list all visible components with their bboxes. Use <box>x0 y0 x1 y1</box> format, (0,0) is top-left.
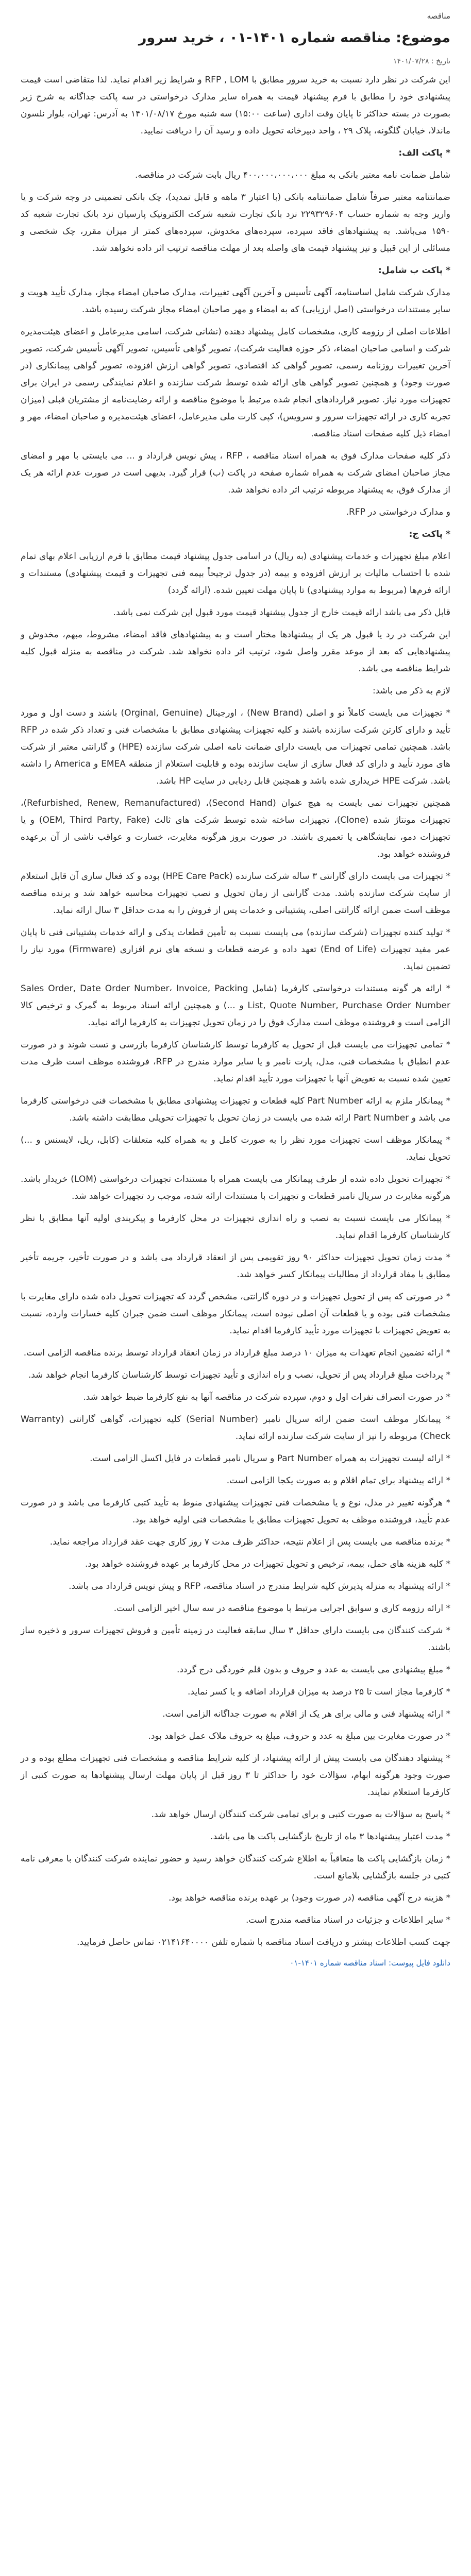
paragraph: * تجهیزات تحویل داده شده از طرف پیمانکار می بایست همراه با مستندات تجهیزات درخواستی (LOM) خریدار باشد. هرگونه مغایرت در سریال نامبر قطعات و تجهیزات با مستندات ارائه شده، موجب رد تجهیزات خواهد شد. <box>21 1174 450 1201</box>
paragraph: شامل ضمانت نامه معتبر بانکی به مبلغ ۴۰۰،۰۰۰،۰۰۰،۰۰۰ ریال بابت شرکت در مناقصه. <box>135 170 450 180</box>
paragraph: * پاسخ به سؤالات به صورت کتبی و برای تمامی شرکت کنندگان ارسال خواهد شد. <box>151 1809 450 1820</box>
paragraph: * مبلغ پیشنهادی می بایست به عدد و حروف و بدون قلم خوردگی درج گردد. <box>176 1665 450 1675</box>
paragraph: اعلام مبلغ تجهیزات و خدمات پیشنهادی (به ریال) در اسامی جدول پیشنهاد قیمت مطابق با فرم ارزیابی اعلام بهای تمام شده با احتساب مالیات بر ارزش افزوده و بیمه (در جدول ترجیحاً بیمه فنی تجهیزات و قیمت پیشنهادی) مستندات و ارائه فرم‌ها (مربوط به موارد پیشنهادی) تا پایان مهلت تعیین شده. (ارائه گردد) <box>21 551 450 596</box>
paragraph: * تمامی تجهیزات می بایست قبل از تحویل به کارفرما توسط کارشناسان کارفرما بازرسی و تست شوند و در صورت عدم انطباق با مشخصات فنی، مدل، پارت نامبر و یا سایر موارد مندرج در RFP، فروشنده موظف است ظرف مدت تعیین شده نسبت به تعویض آنها با تجهیزات مورد تأیید اقدام نماید. <box>21 1040 451 1084</box>
paragraph: * تجهیزات می بایست کاملاً نو و اصلی (New Brand) ، اورجینال (Orginal, Genuine) باشند و دست اول و مورد تأیید و دارای کارتن شرکت سازنده باشند و کلیه تجهیزات پیشنهادی مطابق با مشخصات فنی و تعداد ذکر شده در RFP باشد. همچنین تمامی تجهیزات می بایست دارای ضمانت نامه اصلی شرکت سازنده (HPE) و گارانتی معتبر از شرکت های مورد تأیید و دارای کد فعال سازی از سایت سازنده بوده و قابلیت استعلام از منطقه EMEA و America را داشته باشد. شرکت HPE خریداری شده باشد و همچنین قابل ردیابی در سایت HP باشد. <box>21 708 450 786</box>
paragraph: * ارائه لیست تجهیزات به همراه Part Number و سریال نامبر قطعات در فایل اکسل الزامی است. <box>90 1453 450 1464</box>
paragraph: * زمان بازگشایی پاکت ها متعاقباً به اطلاع شرکت کنندگان خواهد رسید و حضور نماینده شرکت کنندگان با معرفی نامه کتبی در جلسه بازگشایی بلامانع است. <box>21 1854 450 1881</box>
paragraph: * پیمانکار موظف است ضمن ارائه سریال نامبر (Serial Number) کلیه تجهیزات، گواهی گارانتی (Warranty Check) مربوطه را نیز از سایت شرکت سازنده ارائه نماید. <box>21 1414 450 1442</box>
paragraph: * مدت اعتبار پیشنهادها ۳ ماه از تاریخ بازگشایی پاکت ها می باشد. <box>210 1832 450 1842</box>
paragraph: * هرگونه تغییر در مدل، نوع و یا مشخصات فنی تجهیزات پیشنهادی منوط به تأیید کتبی کارفرما می باشد و در صورت عدم تأیید، فروشنده موظف به تحویل تجهیزات مطابق با مشخصات فنی اولیه خواهد بود. <box>21 1498 450 1525</box>
paragraph: مدارک شرکت شامل اساسنامه، آگهی تأسیس و آخرین آگهی تغییرات، مدارک صاحبان امضاء مجاز، مدارک تأیید هویت و سایر مستندات درخواستی (اصل ارزیابی) که به امضاء و مهر صاحبان امضاء مجاز شرکت رسیده باشد. <box>21 287 450 315</box>
paragraph: * کارفرما مجاز است تا ۲۵ درصد به میزان قرارداد اضافه و یا کسر نماید. <box>188 1687 450 1697</box>
paragraph: * در صورت مغایرت بین مبلغ به عدد و حروف، مبلغ به حروف ملاک عمل خواهد بود. <box>148 1731 450 1741</box>
paragraph: جهت کسب اطلاعات بیشتر و دریافت اسناد مناقصه با شماره تلفن ۰۲۱۴۱۶۴۰۰۰۰ تماس حاصل فرمایید. <box>77 1937 450 1947</box>
date-line: تاریخ : ۱۴۰۱/۰۷/۲۸ <box>393 57 450 65</box>
paragraph: * پیمانکار می بایست نسبت به نصب و راه اندازی تجهیزات در محل کارفرما و پیکربندی اولیه آنها مطابق با نظر کارشناسان کارفرما اقدام نماید. <box>21 1213 450 1241</box>
paragraph: قابل ذکر می باشد ارائه قیمت خارج از جدول پیشنهاد قیمت مورد قبول این شرکت نمی باشد. <box>113 607 450 618</box>
paragraph: * در صورت انصراف نفرات اول و دوم، سپرده شرکت در مناقصه آنها به نفع کارفرما ضبط خواهد شد. <box>83 1392 450 1402</box>
paragraph: * شرکت کنندگان می بایست دارای حداقل ۳ سال سابقه فعالیت در زمینه تأمین و فروش تجهیزات سرور و ذخیره ساز باشند. <box>21 1625 450 1653</box>
paragraph: * تجهیزات می بایست دارای گارانتی ۳ ساله شرکت سازنده (HPE Care Pack) بوده و کد فعال سازی آن قابل استعلام از سایت شرکت سازنده باشد. مدت گارانتی از زمان تحویل و نصب تجهیزات محاسبه خواهد شد و برنده مناقصه موظف است ضمن ارائه گارانتی اصلی، پشتیبانی و خدمات پس از فروش را به مدت حداقل ۳ سال ارائه نماید. <box>21 871 451 916</box>
paragraph: * پیشنهاد دهندگان می بایست پیش از ارائه پیشنهاد، از کلیه شرایط مناقصه و مشخصات فنی تجهیزات مطلع بوده و در صورت وجود هرگونه ابهام، سؤالات خود را حداکثر تا ۳ روز قبل از پایان مهلت ارسال پیشنهادها به صورت کتبی از کارفرما استعلام نمایند. <box>21 1753 450 1798</box>
paragraph: * پاکت ب شامل: <box>378 265 450 276</box>
paragraph: همچنین تجهیزات نمی بایست به هیچ عنوان (Second Hand)، (Refurbished, Renew, Remanufactured)، تجهیزات مونتاژ شده (Clone)، تجهیزات ساخته شده توسط شرکت های ثالث (OEM, Third Party, Fake) و یا تجهیزات دمو، نمایشگاهی یا تعمیری باشند. در صورت بروز هرگونه مغایرت، خسارت و عواقب ناشی از آن برعهده فروشنده خواهد بود. <box>21 798 451 859</box>
paragraph: * پاکت الف: <box>398 148 450 158</box>
paragraph: * تولید کننده تجهیزات (شرکت سازنده) می بایست نسبت به تأمین قطعات یدکی و ارائه خدمات پشتیبانی فنی تا پایان عمر مفید تجهیزات (End of Life) تعهد داده و عرضه قطعات و نسخه های نرم افزاری (Firmware) مورد نیاز را تضمین نماید. <box>21 927 451 972</box>
paragraph: * برنده مناقصه می بایست پس از اعلام نتیجه، حداکثر ظرف مدت ۷ روز کاری جهت عقد قرارداد مراجعه نماید. <box>49 1537 450 1547</box>
paragraph: * مدت زمان تحویل تجهیزات حداکثر ۹۰ روز تقویمی پس از انعقاد قرارداد می باشد و در صورت تأخیر، جریمه تأخیر مطابق با مفاد قرارداد از مطالبات پیمانکار کسر خواهد شد. <box>21 1252 450 1280</box>
paragraph: * ارائه رزومه کاری و سوابق اجرایی مرتبط با موضوع مناقصه در سه سال اخیر الزامی است. <box>113 1603 450 1614</box>
paragraph: * پاکت ج: <box>409 529 450 539</box>
paragraph: * پیمانکار ملزم به ارائه Part Number کلیه قطعات و تجهیزات پیشنهادی مطابق با مشخصات فنی درخواستی کارفرما می باشد و Part Number ارائه شده می بایست در زمان تحویل با تجهیزات تحویلی مطابقت داشته باشد. <box>21 1096 450 1123</box>
paragraph: لازم به ذکر می باشد: <box>372 686 450 696</box>
paragraph: * پیمانکار موظف است تجهیزات مورد نظر را به صورت کامل و به همراه کلیه متعلقات (کابل، ریل، لایسنس و ...) تحویل نماید. <box>21 1135 450 1162</box>
paragraph: * در صورتی که پس از تحویل تجهیزات و در دوره گارانتی، مشخص گردد که تجهیزات تحویل داده شده دارای مغایرت با مشخصات فنی بوده و یا قطعات آن اصلی نبوده است، پیمانکار موظف است ضمن جبران کلیه خسارات وارده، نسبت به تعویض تجهیزات با تجهیزات مورد تأیید کارفرما اقدام نماید. <box>21 1292 450 1336</box>
paragraph: این شرکت در رد یا قبول هر یک از پیشنهادها مختار است و به پیشنهادهای فاقد امضاء، مشروط، مبهم، مخدوش و پیشنهادهایی که بعد از موعد مقرر واصل شود، ترتیب اثر داده نخواهد شد. شرکت در مناقصه به منزله قبول کلیه شرایط مناقصه می باشد. <box>21 630 450 674</box>
paragraph: * سایر اطلاعات و جزئیات در اسناد مناقصه مندرج است. <box>246 1915 450 1925</box>
paragraph: * ارائه پیشنهاد به منزله پذیرش کلیه شرایط مندرج در اسناد مناقصه، RFP و پیش نویس قرارداد می باشد. <box>69 1581 450 1591</box>
paragraph: این شرکت در نظر دارد نسبت به خرید سرور مطابق با RFP , LOM و شرایط زیر اقدام نماید. لذا متقاضی است قیمت پیشنهادی خود را مطابق با فرم پیشنهاد قیمت به همراه سایر مدارک درخواستی در سه پاکت جداگانه به شرح زیر بصورت در بسته حداکثر تا پایان وقت اداری (ساعت ۱۵:۰۰) سه شنبه مورخ ۱۴۰۱/۰۸/۱۷ به آدرس: تهران، بلوار نلسون ماندلا، خیابان گلگونه، پلاک ۲۹ ، واحد دبیرخانه تحویل داده و رسید آن را دریافت نمایید. <box>21 75 451 136</box>
paragraph: * ارائه پیشنهاد فنی و مالی برای هر یک از اقلام به صورت جداگانه الزامی است. <box>162 1709 450 1719</box>
document-body <box>21 72 450 1951</box>
paragraph: اطلاعات اصلی از رزومه کاری، مشخصات کامل پیشنهاد دهنده (نشانی شرکت، اسامی مدیرعامل و اعضای هیئت‌مدیره شرکت و اسامی صاحبان امضاء، ذکر حوزه فعالیت شرکت)، تصویر گواهی تأسیس، تصویر آگهی تأسیس شرکت، تصویر آخرین تغییرات روزنامه رسمی، تصویر گواهی کد اقتصادی، تصویر گواهی ارزش افزوده، تصویر گواهی پیمانکاری (در صورت وجود) و همچنین تصویر گواهی های ارائه شده توسط شرکت سازنده و اعلام نمایندگی رسمی در ایران برای تجهیزات مورد نیاز. تصویر قراردادهای انجام شده مرتبط با موضوع مناقصه و ارائه رضایت‌نامه از مشتریان قبلی (میزان تجربه کاری در ارائه تجهیزات سرور و سرویس)، کپی کارت ملی مدیرعامل، اعضای هیئت‌مدیره و صاحبان امضاء، مهر و امضاء ذیل کلیه صفحات اسناد مناقصه. <box>21 327 450 439</box>
paragraph: * پرداخت مبلغ قرارداد پس از تحویل، نصب و راه اندازی و تأیید تجهیزات توسط کارشناسان کارفرما انجام خواهد شد. <box>28 1370 450 1380</box>
paragraph: و مدارک درخواستی در RFP. <box>346 507 450 517</box>
attachment-link[interactable]: دانلود فایل پیوست: اسناد مناقصه شماره ۱۴۰۱-۰۱ <box>290 1958 450 1968</box>
paragraph: ضمانتنامه معتبر صرفاً شامل ضمانتنامه بانکی (با اعتبار ۳ ماهه و قابل تمدید)، چک بانکی تضمینی در وجه شرکت و یا واریز وجه به شماره حساب ۲۲۹۳۲۹۶۰۴ نزد بانک تجارت شعبه شرکت الکترونیک پارسیان نزد بانک تجارت شعبه کد ۱۵۹۰ می‌باشد. به پیشنهادهای فاقد سپرده، سپرده‌های مخدوش، سپرده‌های کمتر از میزان مقرر، چک شخصی و مسائلی از این قبیل و نیز پیشنهاد قیمت های واصله بعد از مهلت مناقصه ترتیب اثر داده نخواهد شد. <box>21 192 450 253</box>
paragraph: ذکر کلیه صفحات مدارک فوق به همراه اسناد مناقصه ، RFP ، پیش نویس قرارداد و ... می بایستی با مهر و امضای مجاز صاحبان امضای شرکت به همراه شماره صفحه در پاکت (ب) قرار گیرد. بدیهی است در صورت عدم ارائه هر یک از مدارک فوق، به پیشنهاد مربوطه ترتیب اثر داده نخواهد شد. <box>21 451 450 495</box>
breadcrumb[interactable]: مناقصه <box>427 11 450 21</box>
paragraph: * ارائه تضمین انجام تعهدات به میزان ۱۰ درصد مبلغ قرارداد در زمان انعقاد قرارداد توسط برنده مناقصه الزامی است. <box>23 1348 450 1358</box>
paragraph: * کلیه هزینه های حمل، بیمه، ترخیص و تحویل تجهیزات در محل کارفرما بر عهده فروشنده خواهد بود. <box>85 1559 450 1569</box>
page-title: موضوع: مناقصه شماره ۱۴۰۱-۰۱ ، خرید سرور <box>138 30 450 46</box>
paragraph: * هزینه درج آگهی مناقصه (در صورت وجود) بر عهده برنده مناقصه خواهد بود. <box>169 1893 450 1903</box>
paragraph: * ارائه هر گونه مستندات درخواستی کارفرما (شامل Sales Order, Date Order Number، Invoice, Packing List, Quote Number, Purchase Order Number و ...) و همچنین ارائه اسناد مربوط به گمرک و ترخیص کالا الزامی است و فروشنده موظف است مدارک فوق را در زمان تحویل تجهیزات به کارفرما ارائه نماید. <box>21 984 450 1028</box>
paragraph: * ارائه پیشنهاد برای تمام اقلام و به صورت یکجا الزامی است. <box>226 1476 450 1486</box>
